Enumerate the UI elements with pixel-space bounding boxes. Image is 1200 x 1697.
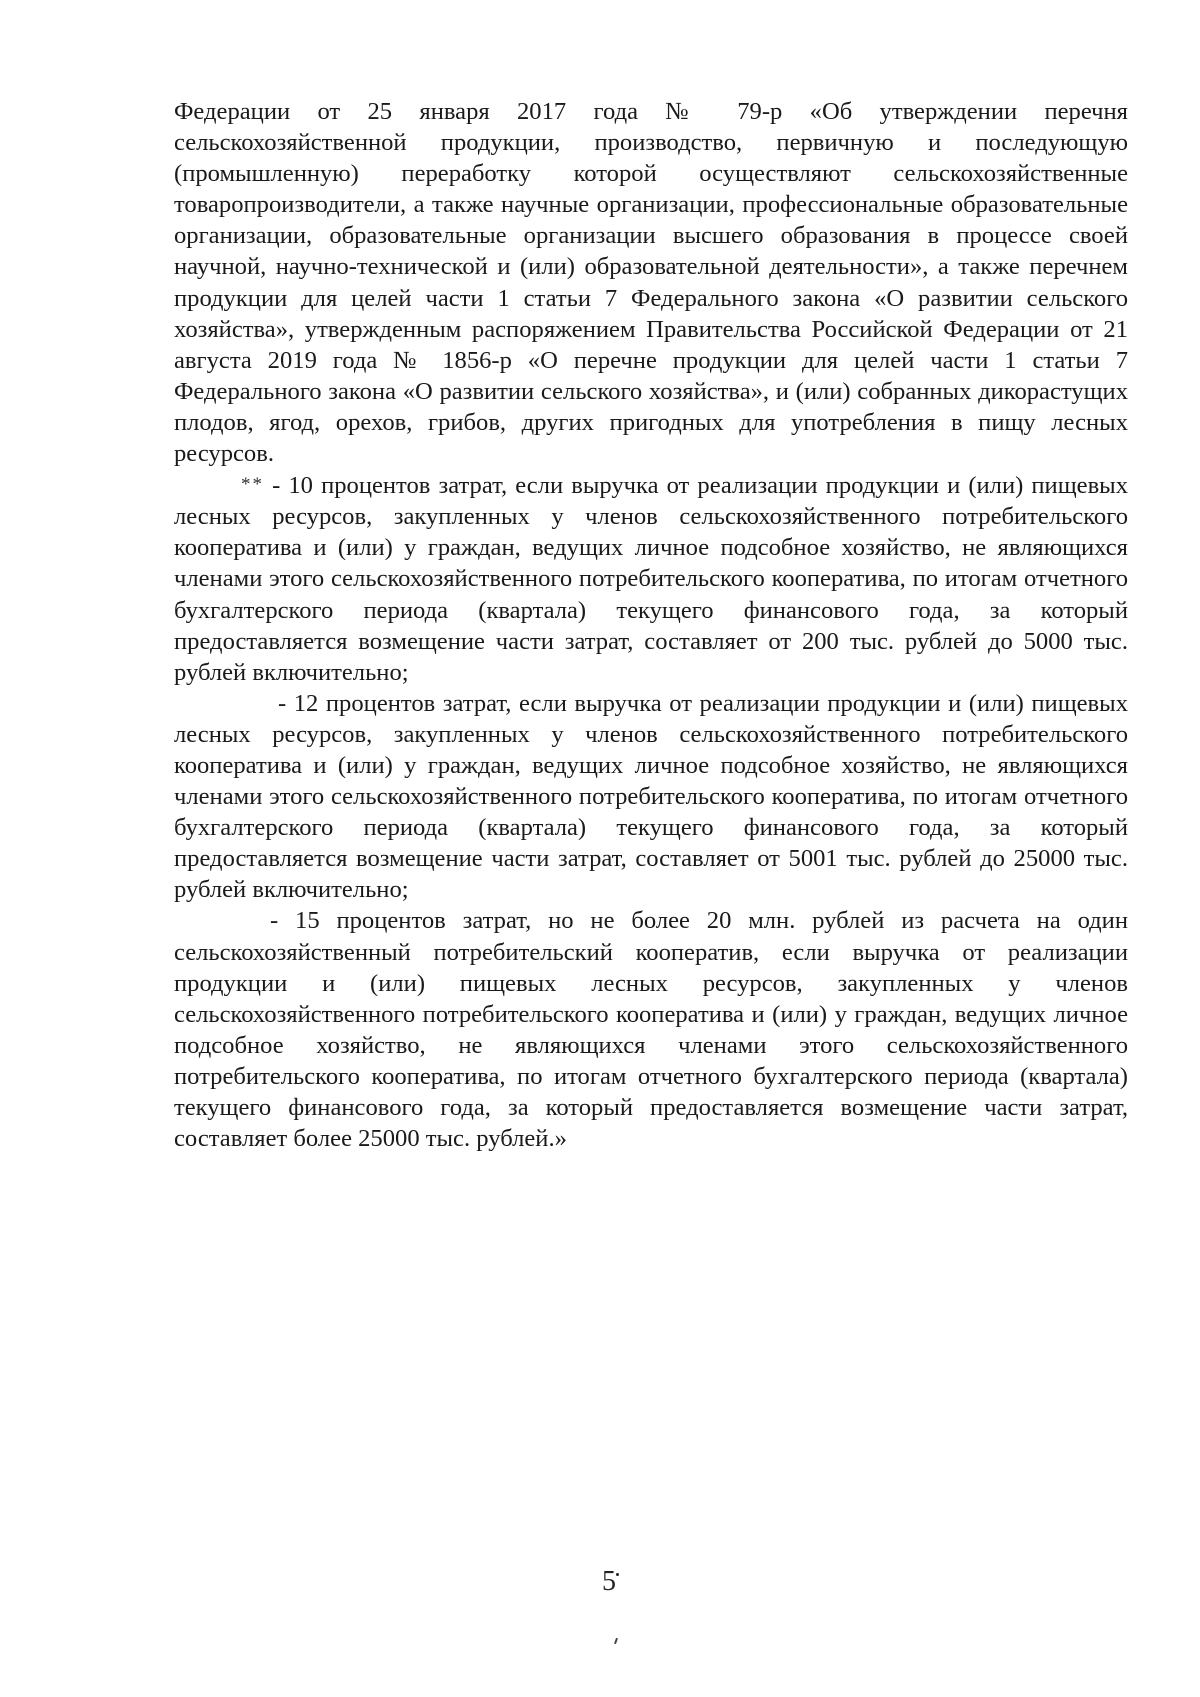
paragraph-text: - 10 процентов затрат, если выручка от реализации продукции и (или) пищевых лесных ресурсов, закупленных у членов сельскохозяйственного потребительского кооператива и (или) у граждан, ведущих личное подсобное хозяйство, не являющихся членами этого сельскохозяйственного потребительского кооператива, по итогам отчетного бухгалтерского периода (квартала) текущего финансового года, за который предоставляется возмещение части затрат, составляет от 200 тыс. рублей до 5000 тыс. рублей включительно; (174, 472, 1128, 686)
page-number: 5 (602, 1566, 616, 1597)
paragraph-15-percent (174, 905, 1128, 1154)
pen-mark-tick (614, 1638, 618, 1644)
paragraph-text: Федерации от 25 января 2017 года № 79-р «Об утверждении перечня сельскохозяйственной продукции, производство, первичную и последующую (промышленную) переработку которой осуществляют сельскохозяйственные товаропроизводители, а также научные организации, профессиональные образовательные организации, образовательные организации высшего образования в процессе своей научной, научно-технической и (или) образовательной деятельности», а также перечнем продукции для целей части 1 статьи 7 Федерального закона «О развитии сельского хозяйства», утвержденным распоряжением Правительства Российской Федерации от 21 августа 2019 года № 1856-р «О перечне продукции для целей части 1 статьи 7 Федерального закона «О развитии сельского хозяйства», и (или) собранных дикорастущих плодов, ягод, орехов, грибов, других пригодных для употребления в пищу лесных ресурсов. (174, 98, 1128, 468)
paragraph-text: - 15 процентов затрат, но не более 20 млн. рублей из расчета на один сельскохозяйственный потребительский кооператив, если выручка от реализации продукции и (или) пищевых лесных ресурсов, закупленных у членов сельскохозяйственного потребительского кооператива и (или) у граждан, ведущих личное подсобное хозяйство, не являющихся членами этого сельскохозяйственного потребительского кооператива, по итогам отчетного бухгалтерского периода (квартала) текущего финансового года, за который предоставляется возмещение части затрат, составляет более 25000 тыс. рублей.» (174, 907, 1128, 1153)
footnote-marker: ** (241, 474, 264, 496)
paragraph-10-percent (174, 469, 1128, 688)
pen-mark-dot (616, 1573, 619, 1576)
paragraph-12-percent (174, 688, 1128, 906)
paragraph-text: - 12 процентов затрат, если выручка от реализации продукции и (или) пищевых лесных ресурсов, закупленных у членов сельскохозяйственного потребительского кооператива и (или) у граждан, ведущих личное подсобное хозяйство, не являющихся членами этого сельскохозяйственного потребительского кооператива, по итогам отчетного бухгалтерского периода (квартала) текущего финансового года, за который предоставляется возмещение части затрат, составляет от 5001 тыс. рублей до 25000 тыс. рублей включительно; (174, 689, 1128, 904)
paragraph-continuation (174, 96, 1128, 469)
document-body (174, 96, 1128, 1154)
